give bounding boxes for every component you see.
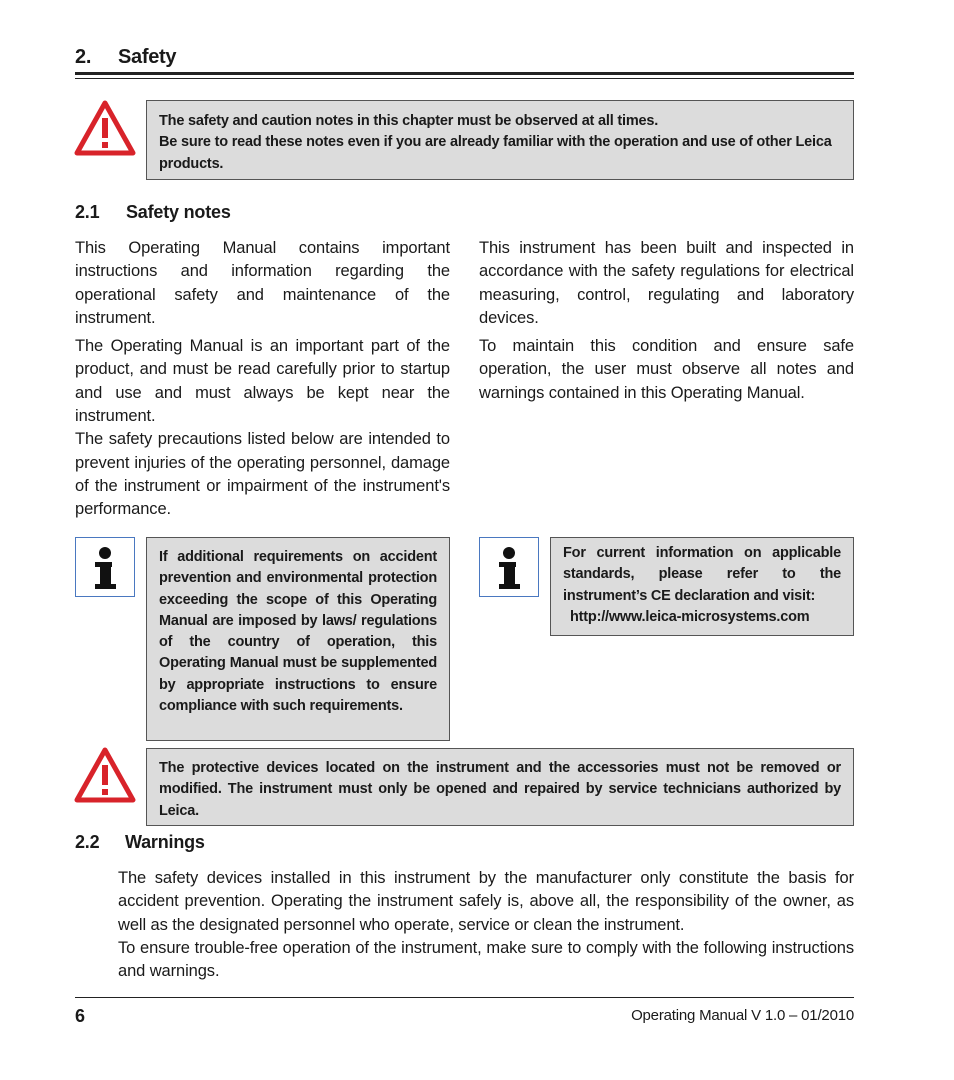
warning-line-1: The safety and caution notes in this chapter must be observed at all times. (159, 113, 659, 129)
info-text: For current information on applicable standards, please refer to the instrument’s CE declaration and visit: (563, 545, 841, 604)
footer-rule (75, 997, 854, 998)
warning-text: The protective devices located on the instrument and the accessories must not be removed or modified. The instrument must only be opened and repaired by service technicians authorized by Leica. (159, 760, 841, 819)
paragraph: This Operating Manual contains important instructions and information regarding the operational safety and maintenance of the instrument. (75, 239, 450, 327)
warning-triangle-icon (74, 747, 136, 803)
warning-box-protective-devices (146, 748, 854, 826)
section-number: 2. (75, 46, 92, 68)
warning-box-chapter (146, 100, 854, 180)
paragraph: This instrument has been built and inspected in accordance with the safety regulations for electrical measuring, control, regulating and laboratory devices. (479, 239, 854, 327)
footer-manual-version: Operating Manual V 1.0 – 01/2010 (631, 1007, 854, 1024)
paragraph: To maintain this condition and ensure safe operation, the user must observe all notes and warnings contained in this Operating Manual. (479, 337, 854, 402)
paragraph: To ensure trouble-free operation of the instrument, make sure to comply with the following instructions and warnings. (118, 938, 854, 981)
heading-rule-thick (75, 72, 854, 75)
section-title: Safety (118, 46, 177, 68)
page-number: 6 (75, 1006, 86, 1026)
heading-rule-thin (75, 78, 854, 79)
paragraph: The safety precautions listed below are intended to prevent injuries of the operating personnel, damage of the instrument or impairment of the instrument's performance. (75, 430, 450, 519)
info-icon (479, 537, 539, 597)
warning-triangle-icon (74, 100, 136, 156)
subsection-number: 2.2 (75, 832, 100, 852)
info-text: If additional requirements on accident prevention and environmental protection exceeding the scope of this Operating Manual are imposed by laws/ regulations of the country of operation, this Operating Manual must be supplemented by appropriate instructions to ensure compliance with such requirements. (159, 549, 437, 715)
info-box-accident-prevention (146, 537, 450, 741)
subsection-title: Warnings (125, 832, 205, 852)
right-column (479, 237, 854, 405)
website-link[interactable]: http://www.leica-microsystems.com (570, 608, 810, 625)
warning-line-2: Be sure to read these notes even if you are already familiar with the operation and use of other Leica products. (159, 134, 832, 172)
warnings-body (118, 867, 854, 983)
subsection-number: 2.1 (75, 202, 100, 222)
paragraph: The Operating Manual is an important part of the product, and must be read carefully prior to startup and use and must always be kept near the instrument. (75, 337, 450, 426)
info-box-ce-declaration (550, 537, 854, 636)
left-column (75, 237, 450, 522)
subsection-title: Safety notes (126, 202, 231, 222)
paragraph: The safety devices installed in this instrument by the manufacturer only constitute the basis for accident prevention. Operating the instrument safely is, above all, the responsibility of the owner, as well as the designated personnel who operate, service or clean the instrument. (118, 869, 854, 934)
info-icon (75, 537, 135, 597)
